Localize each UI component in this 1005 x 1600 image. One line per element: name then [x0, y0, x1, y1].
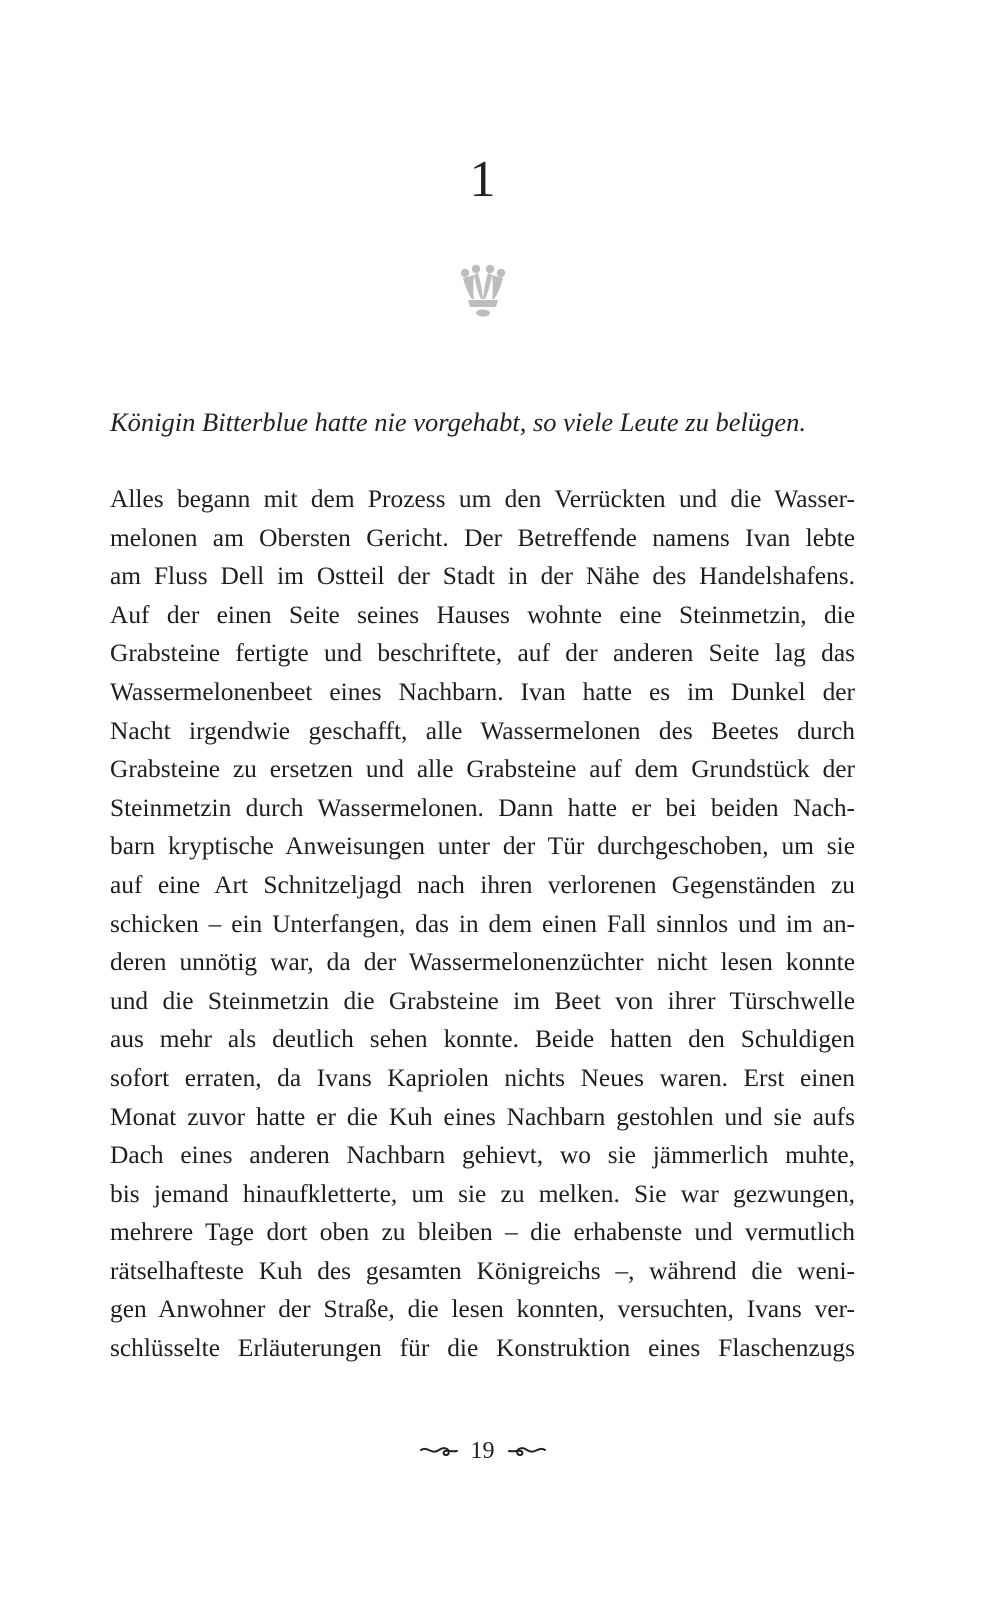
text-line: melonen am Obersten Gericht. Der Betreffende namens Ivan lebte — [110, 523, 855, 552]
text-line: gen Anwohner der Straße, die lesen konnten, versuchten, Ivans ver- — [110, 1295, 855, 1324]
text-line: Wassermelonenbeet eines Nachbarn. Ivan hatte es im Dunkel der — [110, 677, 855, 706]
text-line: Nacht irgendwie geschafft, alle Wassermelonen des Beetes durch — [110, 716, 855, 745]
text-line: und die Steinmetzin die Grabsteine im Beet von ihrer Türschwelle — [110, 986, 855, 1015]
text-line: schicken – ein Unterfangen, das in dem einen Fall sinnlos und im an- — [110, 909, 855, 938]
text-line: Auf der einen Seite seines Hauses wohnte eine Steinmetzin, die — [110, 600, 855, 629]
crown-ornament-icon — [454, 263, 512, 319]
swash-left-icon — [419, 1443, 459, 1459]
text-line: Alles begann mit dem Prozess um den Verrückten und die Wasser- — [110, 485, 855, 513]
text-line: mehrere Tage dort oben zu bleiben – die erhabenste und vermutlich — [110, 1218, 855, 1247]
body-text — [110, 480, 855, 1368]
text-line: rätselhafteste Kuh des gesamten Königreichs –, während die weni- — [110, 1256, 855, 1285]
text-line: sofort erraten, da Ivans Kapriolen nichts Neues waren. Erst einen — [110, 1063, 855, 1092]
text-line: barn kryptische Anweisungen unter der Tür durchgeschoben, um sie — [110, 832, 855, 861]
page-number: 19 — [470, 1438, 495, 1465]
text-line: bis jemand hinaufkletterte, um sie zu melken. Sie war gezwungen, — [110, 1179, 855, 1208]
swash-right-icon — [507, 1443, 547, 1459]
text-line: auf eine Art Schnitzeljagd nach ihren verlorenen Gegenständen zu — [110, 870, 855, 899]
epigraph: Königin Bitterblue hatte nie vorgehabt, so viele Leute zu belügen. — [110, 407, 806, 437]
text-line: Grabsteine fertigte und beschriftete, auf der anderen Seite lag das — [110, 639, 855, 668]
text-line: schlüsselte Erläuterungen für die Konstruktion eines Flaschenzugs — [110, 1334, 855, 1363]
text-line: am Fluss Dell im Ostteil der Stadt in der Nähe des Handelshafens. — [110, 562, 855, 591]
text-line: Grabsteine zu ersetzen und alle Grabsteine auf dem Grundstück der — [110, 755, 855, 784]
text-line: deren unnötig war, da der Wassermelonenzüchter nicht lesen konnte — [110, 948, 855, 977]
text-line: aus mehr als deutlich sehen konnte. Beide hatten den Schuldigen — [110, 1025, 855, 1054]
text-line: Monat zuvor hatte er die Kuh eines Nachbarn gestohlen und sie aufs — [110, 1102, 855, 1131]
page-footer — [0, 1432, 965, 1469]
chapter-number: 1 — [469, 151, 496, 208]
text-line: Dach eines anderen Nachbarn gehievt, wo sie jämmerlich muhte, — [110, 1141, 855, 1170]
text-line: Steinmetzin durch Wassermelonen. Dann hatte er bei beiden Nach- — [110, 793, 855, 822]
